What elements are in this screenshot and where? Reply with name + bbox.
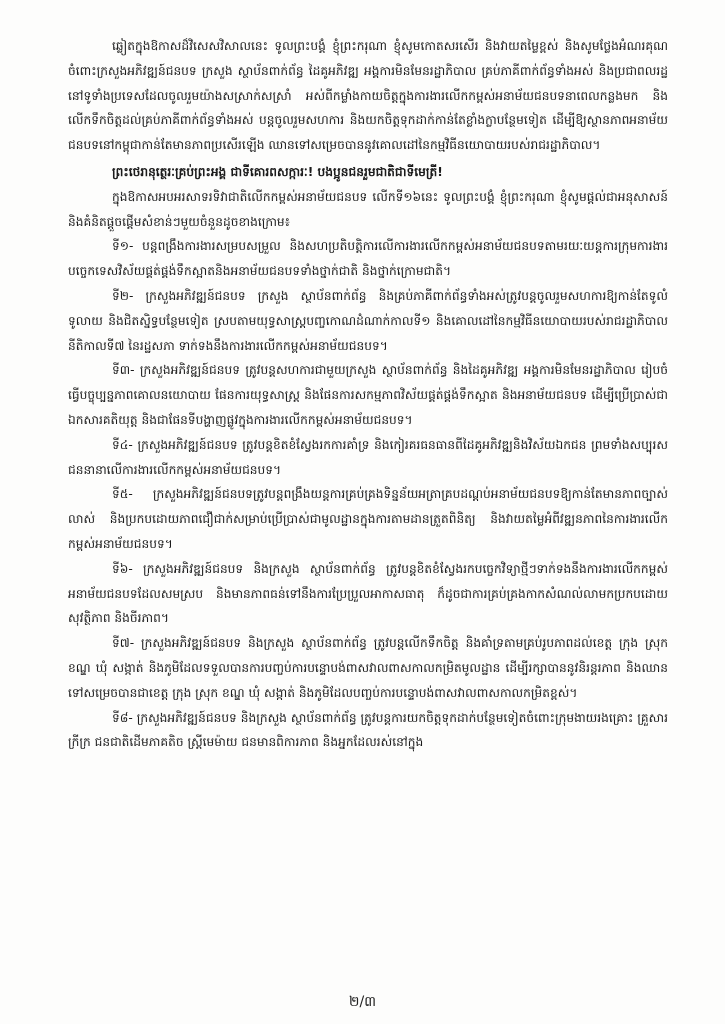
salutation-heading: ព្រះថេរានុត្ថេរៈគ្រប់ព្រះអង្គ ជាទីគោរពសក្ការៈ! បងប្អូនជនរួមជាតិជាទីមេត្រី! (112, 164, 443, 179)
recommendation-1: ទី១- បន្តពង្រឹងការងារសម្របសម្រួល និងសហប្រតិបត្តិការលើការងារលើកកម្ពស់អនាម័យជនបទតាមរយៈយន្តការក្រុមការងារបច្ចេកទេសវិស័យផ្គត់ផ្គង់ទឹកស្អាតនិងអនាម័យជនបទទាំងថ្នាក់ជាតិ និងថ្នាក់ក្រោមជាតិ។ (68, 239, 668, 279)
recommendation-8: ទី៨- ក្រសួងអភិវឌ្ឍន៍ជនបទ និងក្រសួង ស្ថាប័នពាក់ព័ន្ធ ត្រូវបន្តការយកចិត្តទុកដាក់បន្ថែមទៀតចំពោះក្រុមងាយរងគ្រោះ គ្រួសារក្រីក្រ ជនជាតិដើមភាគតិច ស្ត្រីមេម៉ាយ ជនមានពិការភាព និងអ្នកដែលរស់នៅក្នុង (68, 710, 668, 750)
recommendation-7: ទី៧- ក្រសួងអភិវឌ្ឍន៍ជនបទ និងក្រសួង ស្ថាប័នពាក់ព័ន្ធ ត្រូវបន្តលើកទឹកចិត្ត និងគាំទ្រតាមគ្រប់រូបភាពដល់ខេត្ត ក្រុង ស្រុក ខណ្ឌ ឃុំ សង្កាត់ និងភូមិដែលទទួលបានការបញ្ចប់ការបន្ទោបង់ពាសវាលពាសកាលកម្រិតមូលដ្ឋាន ដើម្បីរក្សាបាននូវនិរន្តរភាព និងឈានទៅសម្រេចបានជាខេត្ត ក្រុង ស្រុក ខណ្ឌ ឃុំ សង្កាត់ និងភូមិដែលបញ្ចប់ការបន្ទោបង់ពាសវាលពាសកាលកម្រិតខ្ពស់។ (68, 636, 668, 700)
recommendation-3: ទី៣- ក្រសួងអភិវឌ្ឍន៍ជនបទ ត្រូវបន្តសហការជាមួយក្រសួង ស្ថាប័នពាក់ព័ន្ធ និងដៃគូអភិវឌ្ឍ អង្គការមិនមែនរដ្ឋាភិបាល រៀបចំធ្វើបច្ចុប្បន្នភាពគោលនយោបាយ ផែនការយុទ្ធសាស្ត្រ និងផែនការសកម្មភាពវិស័យផ្គត់ផ្គង់ទឹកស្អាត និងអនាម័យជនបទ ដើម្បីប្រើប្រាស់ជាឯកសារគតិយុត្ត និងជាផែនទីបង្ហាញផ្លូវក្នុងការងារលើកកម្ពស់អនាម័យជនបទ។ (68, 363, 668, 427)
recommendations-intro: ក្នុងឱកាសអបអរសាទរទិវាជាតិលើកកម្ពស់អនាម័យជនបទ លើកទី១៦នេះ ទូលព្រះបង្គំ ខ្ញុំព្រះករុណា ខ្ញុំសូមផ្តល់ជាអនុសាសន៍ និងគំនិតផ្តួចផ្តើមសំខាន់ៗមួយចំនួនដូចខាងក្រោម៖ (68, 189, 668, 229)
page-number: ២/៣ (348, 994, 377, 1010)
recommendation-4: ទី៤- ក្រសួងអភិវឌ្ឍន៍ជនបទ ត្រូវបន្តខិតខំស្វែងរកការគាំទ្រ និងកៀរគរធនធានពីដៃគូអភិវឌ្ឍនិងវិស័យឯកជន ព្រមទាំងសប្បុរសជននានាលើការងារលើកកម្ពស់អនាម័យជនបទ។ (68, 437, 668, 477)
recommendation-6: ទី៦- ក្រសួងអភិវឌ្ឍន៍ជនបទ និងក្រសួង ស្ថាប័នពាក់ព័ន្ធ ត្រូវបន្តខិតខំស្វែងរកបច្ចេកវិទ្យាថ្មីៗទាក់ទងនឹងការងារលើកកម្ពស់អនាម័យជនបទដែលសមស្រប និងមានភាពធន់ទៅនឹងការប្រែប្រួលអាកាសធាតុ ក៏ដូចជាការគ្រប់គ្រងកាកសំណល់លាមកប្រកបដោយសុវត្ថិភាព និងចីរភាព។ (68, 561, 668, 626)
recommendation-5: ទី៥- ក្រសួងអភិវឌ្ឍន៍ជនបទត្រូវបន្តពង្រឹងយន្តការគ្រប់គ្រងទិន្នន័យអត្រាគ្របដណ្តប់អនាម័យជនបទឱ្យកាន់តែមានភាពច្បាស់លាស់ និងប្រកបដោយភាពជឿជាក់សម្រាប់ប្រើប្រាស់ជាមូលដ្ឋានក្នុងការតាមដានត្រួតពិនិត្យ និងវាយតម្លៃអំពីវឌ្ឍនភាពនៃការងារលើកកម្ពស់អនាម័យជនបទ។ (68, 487, 668, 551)
document-body (68, 34, 668, 755)
recommendation-2: ទី២- ក្រសួងអភិវឌ្ឍន៍ជនបទ ក្រសួង ស្ថាប័នពាក់ព័ន្ធ និងគ្រប់ភាគីពាក់ព័ន្ធទាំងអស់ត្រូវបន្តចូលរួមសហការឱ្យកាន់តែទូលំទូលាយ និងជិតស្និទ្ធបន្ថែមទៀត ស្របតាមយុទ្ធសាស្ត្របញ្ចកោណដំណាក់កាលទី១ និងគោលដៅនៃកម្មវិធីនយោបាយរបស់រាជរដ្ឋាភិបាលនីតិកាលទី៧ នៃរដ្ឋសភា ទាក់ទងនឹងការងារលើកកម្ពស់អនាម័យជនបទ។ (68, 288, 668, 353)
intro-paragraph: ឆ្លៀតក្នុងឱកាសដ៏វិសេសវិសាលនេះ ទូលព្រះបង្គំ ខ្ញុំព្រះករុណា ខ្ញុំសូមកោតសរសើរ និងវាយតម្លៃខ្ពស់ និងសូមថ្លែងអំណរគុណចំពោះក្រសួងអភិវឌ្ឍន៍ជនបទ ក្រសួង ស្ថាប័នពាក់ព័ន្ធ ដៃគូអភិវឌ្ឍ អង្គការមិនមែនរដ្ឋាភិបាល គ្រប់ភាគីពាក់ព័ន្ធទាំងអស់ និងប្រជាពលរដ្ឋនៅទូទាំងប្រទេសដែលចូលរួមយ៉ាងសស្រាក់សស្រាំ អស់ពីកម្លាំងកាយចិត្តក្នុងការងារលើកកម្ពស់អនាម័យជនបទនាពេលកន្លងមក និងលើកទឹកចិត្តដល់គ្រប់ភាគីពាក់ព័ន្ធទាំងអស់ បន្តចូលរួមសហការ និងយកចិត្តទុកដាក់កាន់តែខ្លាំងក្លាបន្ថែមទៀត ដើម្បីឱ្យស្ថានភាពអនាម័យជនបទនៅកម្ពុជាកាន់តែមានភាពប្រសើរឡើង ឈានទៅសម្រេចបាននូវគោលដៅនៃកម្មវិធីនយោបាយរបស់រាជរដ្ឋាភិបាល។ (68, 39, 668, 153)
